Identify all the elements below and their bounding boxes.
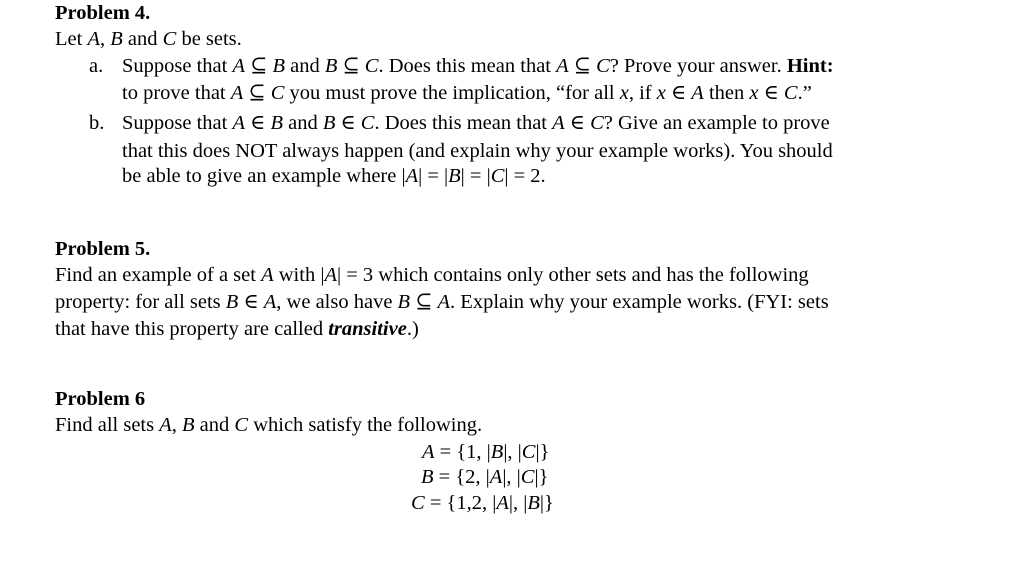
problem-4b-line-2: that this does NOT always happen (and explain why your example works). You should — [122, 140, 833, 162]
problem-6-heading: Problem 6 — [55, 388, 146, 410]
problem-4a-line-1: Suppose that A ⊆ B and B ⊆ C. Does this mean that A ⊆ C? Prove your answer. Hint: — [122, 55, 834, 77]
problem-4a-line-2: to prove that A ⊆ C you must prove the implication, “for all x, if x ∈ A then x ∈ C.” — [122, 82, 812, 104]
problem-4-intro: Let A, B and C be sets. — [55, 28, 242, 50]
equation-b: B = {2, |A|, |C|} — [421, 466, 549, 488]
problem-5-heading: Problem 5. — [55, 238, 151, 260]
problem-5-line-1: Find an example of a set A with |A| = 3 which contains only other sets and has the following — [55, 264, 809, 286]
problem-4a-marker: a. — [89, 55, 104, 77]
problem-5-line-3: that have this property are called transitive.) — [55, 318, 419, 340]
problem-4b-line-1: Suppose that A ∈ B and B ∈ C. Does this mean that A ∈ C? Give an example to prove — [122, 112, 830, 134]
equation-a: A = {1, |B|, |C|} — [422, 441, 550, 463]
problem-6-intro: Find all sets A, B and C which satisfy the following. — [55, 414, 483, 436]
problem-5-line-2: property: for all sets B ∈ A, we also have B ⊆ A. Explain why your example works. (FYI: sets — [55, 291, 829, 313]
equation-c: C = {1,2, |A|, |B|} — [411, 492, 554, 514]
problem-4b-marker: b. — [89, 112, 105, 134]
problem-4-heading: Problem 4. — [55, 2, 151, 24]
problem-4b-line-3: be able to give an example where |A| = |B| = |C| = 2. — [122, 165, 546, 187]
